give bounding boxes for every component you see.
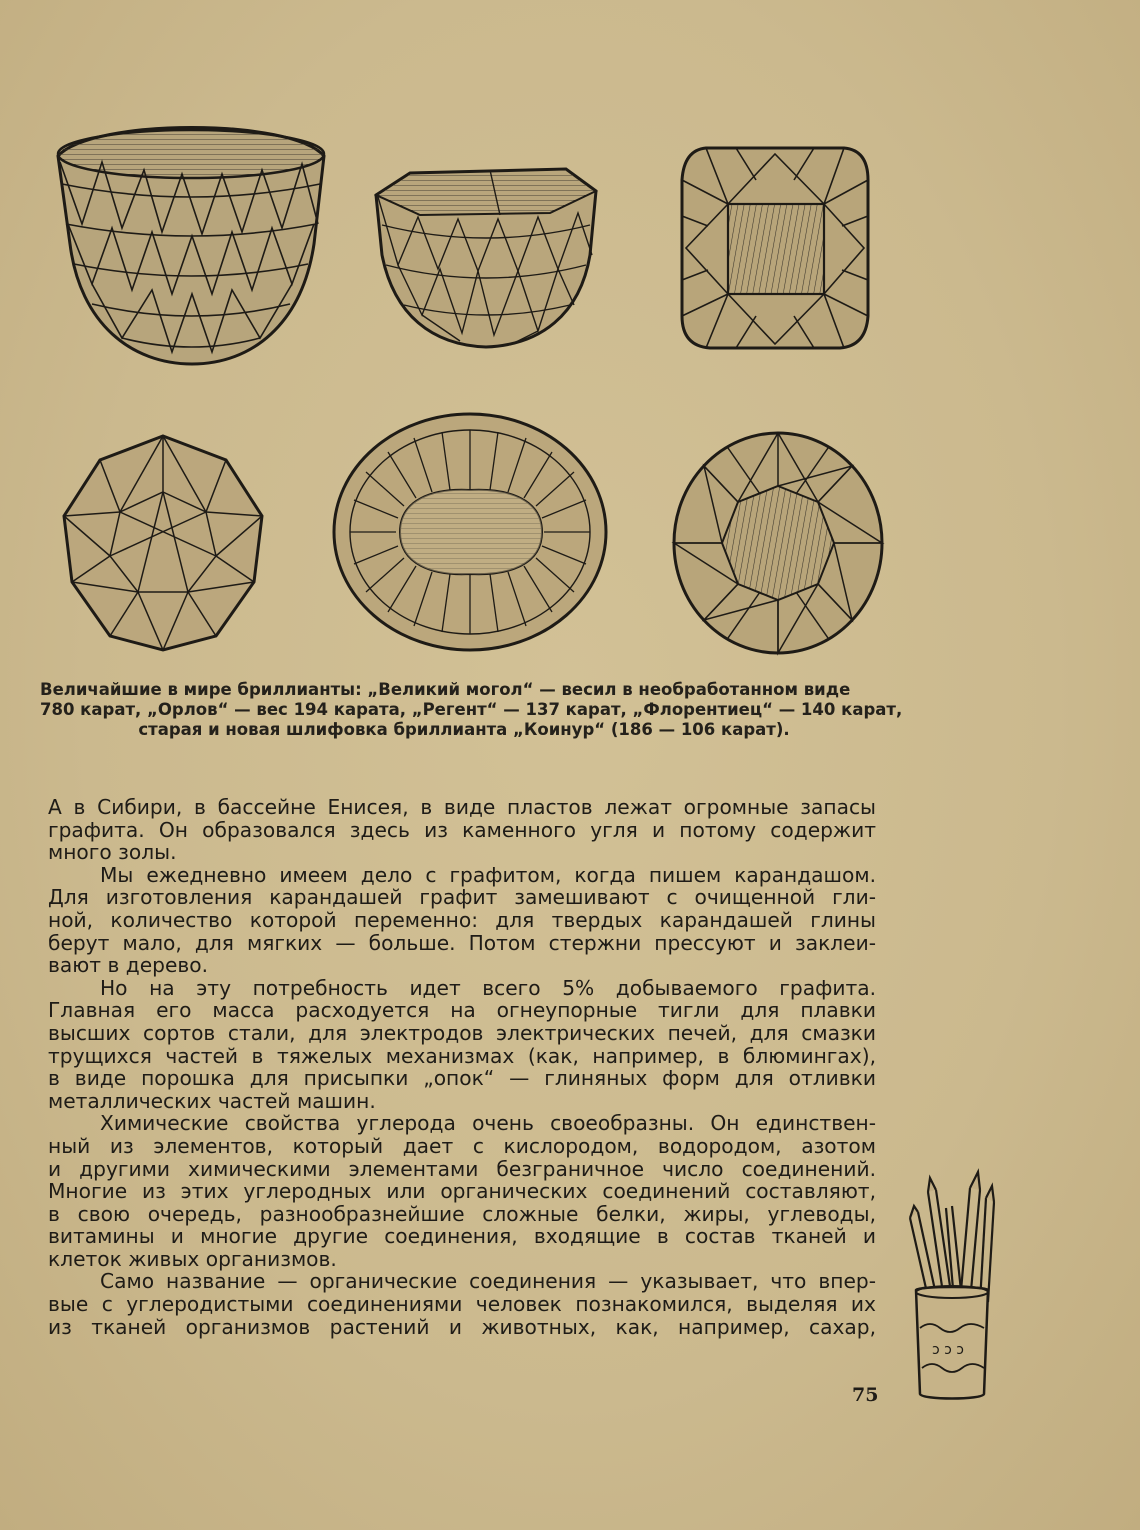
text-line: ной, количество которой переменно: для твердых карандашей глины bbox=[48, 907, 876, 932]
text-line: Для изготовления карандашей графит замешивают с очищенной гли- bbox=[48, 885, 876, 910]
text-line: Главная его масса расходуется на огнеупорные тигли для плавки bbox=[48, 998, 876, 1023]
caption-line: Величайшие в мире бриллианты: „Великий могол“ — весил в необработанном виде bbox=[40, 680, 851, 699]
text-line: металлических частей машин. bbox=[48, 1088, 376, 1113]
text-line: и другими химическими элементами безграничное число соединений. bbox=[48, 1156, 876, 1181]
text-line: трущихся частей в тяжелых механизмах (как, например, в блюмингах), bbox=[48, 1043, 876, 1068]
page-number: 75 bbox=[852, 1384, 879, 1406]
text-line: из тканей организмов растений и животных, как, например, сахар, bbox=[48, 1314, 876, 1339]
pencil-cup-illustration bbox=[900, 1168, 1000, 1404]
text-line: Многие из этих углеродных или органических соединений составляют, bbox=[48, 1179, 876, 1204]
text-line: Химические свойства углерода очень своеобразны. Он единствен- bbox=[100, 1111, 876, 1136]
koh-i-noor-old-cut-drawing bbox=[328, 408, 612, 656]
figure-caption bbox=[40, 680, 903, 740]
text-line: Мы ежедневно имеем дело с графитом, когда пишем карандашом. bbox=[100, 862, 876, 887]
text-line: витамины и многие другие соединения, входящие в состав тканей и bbox=[48, 1224, 876, 1249]
text-line: высших сортов стали, для электродов электрических печей, для смазки bbox=[48, 1020, 876, 1045]
caption-line: 780 карат, „Орлов“ — вес 194 карата, „Регент“ — 137 карат, „Флорентиец“ — 140 карат, bbox=[40, 700, 903, 719]
text-line: Само название — органические соединения — указывает, что впер- bbox=[100, 1269, 876, 1294]
text-line: в виде порошка для присыпки „опок“ — глиняных форм для отливки bbox=[48, 1066, 876, 1091]
paragraph bbox=[48, 1112, 876, 1270]
text-line: вают в дерево. bbox=[48, 953, 209, 978]
text-line: в свою очередь, разнообразнейшие сложные белки, жиры, углеводы, bbox=[48, 1201, 876, 1226]
paragraph bbox=[48, 1270, 876, 1338]
paragraph bbox=[48, 864, 876, 977]
orlov-diamond-drawing bbox=[370, 165, 602, 355]
text-line: графита. Он образовался здесь из каменного угля и потому содержит bbox=[48, 817, 876, 842]
great-mogul-diamond-drawing bbox=[52, 124, 332, 374]
text-line: А в Сибири, в бассейне Енисея, в виде пластов лежат огромные запасы bbox=[48, 795, 876, 819]
text-line: берут мало, для мягких — больше. Потом стержни прессуют и заклеи- bbox=[48, 930, 876, 955]
svg-text:ɔ ɔ ɔ: ɔ ɔ ɔ bbox=[932, 1342, 964, 1358]
paragraph bbox=[48, 977, 876, 1113]
koh-i-noor-new-cut-drawing bbox=[668, 428, 888, 658]
regent-diamond-drawing bbox=[676, 140, 874, 354]
text-line: вые с углеродистыми соединениями человек познакомился, выделяя их bbox=[48, 1292, 876, 1317]
paragraph bbox=[48, 796, 876, 864]
text-line: много золы. bbox=[48, 840, 177, 865]
florentine-diamond-drawing bbox=[56, 432, 270, 654]
text-line: Но на эту потребность идет всего 5% добываемого графита. bbox=[100, 975, 876, 1000]
caption-line: старая и новая шлифовка бриллианта „Коинур“ (186 — 106 карат). bbox=[138, 720, 790, 739]
text-line: клеток живых организмов. bbox=[48, 1246, 337, 1271]
text-line: ный из элементов, который дает с кислородом, водородом, азотом bbox=[48, 1133, 876, 1158]
body-text bbox=[48, 796, 876, 1338]
